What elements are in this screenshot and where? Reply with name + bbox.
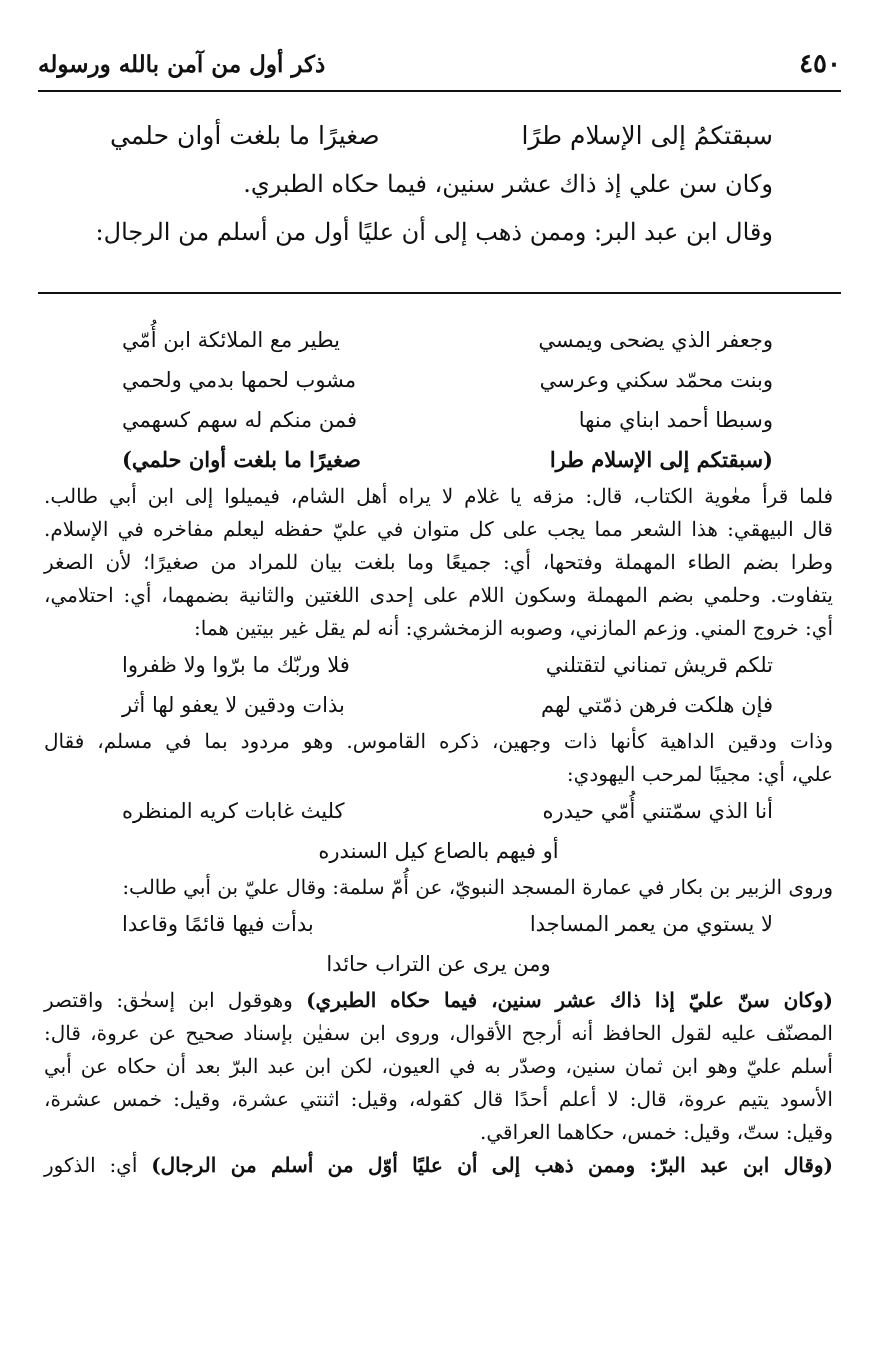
poem-verse	[36, 904, 841, 944]
prose-line: وطرا بضم الطاء المهملة وفتحها، أي: جميعًا وما بلغت بيان للمراد من صغيرًا؛ لأن الصغر	[44, 550, 833, 574]
prose-line: وقيل: ستّ، وقيل: خمس، حكاهما العراقي.	[480, 1120, 833, 1144]
prose-line: الأسود يتيم عروة، قال: لا أعلم أحدًا قال كقوله، وقيل: اثنتي عشرة، وقيل: خمس عشرة،	[44, 1087, 833, 1111]
poem-verse-quoted	[36, 440, 841, 480]
prose-line: فلما قرأ معٰوية الكتاب، قال: مزقه يا غلام لا يراه أهل الشام، فيميلوا إلى ابن أبي طالب.	[44, 484, 833, 508]
hemistich-1: (سبقتكم إلى الإسلام طرا	[549, 447, 773, 472]
running-title: ذكر أول من آمن بالله ورسوله	[38, 50, 326, 78]
prose-line: أي: خروج المني. وزعم المازني، وصوبه الزمخشري: أنه لم يقل غير بيتين هما:	[194, 616, 833, 640]
hemistich-2: مشوب لحمها بدمي ولحمي	[122, 368, 357, 392]
hemistich-1: لا يستوي من يعمر المساجدا	[529, 912, 773, 936]
separator-rule	[38, 292, 841, 294]
poem-verse	[36, 360, 841, 400]
hemistich-2: كليث غابات كريه المنظره	[122, 799, 345, 823]
comment-text: أي: الذكور	[44, 1153, 152, 1177]
poem-verse-single: أو فيهم بالصاع كيل السندره	[318, 839, 559, 863]
hemistich-2: بدأت فيها قائمًا وقاعدا	[122, 912, 314, 936]
quoted-text: (وكان سنّ عليّ إذا ذاك عشر سنين، فيما حكاه الطبري)	[306, 988, 834, 1012]
hemistich-1: تلكم قريش تمناني لتقتلني	[545, 653, 773, 677]
poem-verse	[36, 645, 841, 685]
hemistich-2: بذات ودقين لا يعفو لها أثر	[122, 693, 345, 717]
page-header	[38, 44, 841, 92]
hemistich-2: فمن منكم له سهم كسهمي	[122, 408, 357, 432]
page-number: ٤٥٠	[799, 49, 841, 79]
hemistich-2: صغيرًا ما بلغت أوان حلمي)	[122, 447, 361, 472]
poem-verse	[36, 400, 841, 440]
verse-hemistich-1: سبقتكمُ إلى الإسلام طرًا	[521, 121, 773, 150]
prose-line	[36, 984, 841, 1017]
hemistich-1: فإن هلكت فرهن ذمّتي لهم	[541, 693, 773, 717]
prose-line: علي، أي: مجيبًا لمرحب اليهودي:	[566, 762, 833, 786]
poem-verse-single: ومن يرى عن التراب حائدا	[326, 952, 551, 976]
hemistich-2: فلا وربّك ما برّوا ولا ظفروا	[122, 653, 350, 677]
prose-line: وروى الزبير بن بكار في عمارة المسجد النبويّ، عن أُمّ سلمة: وقال عليّ بن أبي طالب:	[122, 875, 833, 899]
verse-hemistich-2: صغيرًا ما بلغت أوان حلمي	[110, 121, 380, 150]
main-line: وقال ابن عبد البر: وممن ذهب إلى أن عليًا أول من أسلم من الرجال:	[95, 218, 773, 246]
prose-line: وذات ودقين الداهية كأنها ذات وجهين، ذكره القاموس. وهو مردود بما في مسلم، فقال	[44, 729, 833, 753]
comment-text: وهوقول ابن إسحٰق: واقتصر	[44, 988, 307, 1012]
commentary	[36, 320, 841, 1182]
prose-line: أسلم عليّ وهو ابن ثمان سنين، وصدّر به في العيون، لكن ابن عبد البرّ بعد أن حكاه عن أبي	[44, 1054, 833, 1078]
poem-verse	[36, 791, 841, 831]
quoted-text: (وقال ابن عبد البرّ: وممن ذهب إلى أن عليًا أوّل من أسلم من الرجال)	[151, 1153, 833, 1177]
poem-verse	[36, 685, 841, 725]
hemistich-1: أنا الذي سمّتني أُمّي حيدره	[542, 799, 773, 823]
prose-line: المصنّف عليه لقول الحافظ أنه أرجح الأقوال، وروى ابن سفيٰن بإسناد صحيح عن عروة، قال:	[44, 1021, 833, 1045]
prose-line: قال البيهقي: هذا الشعر مما يجب على كل متوان في عليّ حفظه ليعلم مفاخره في الإسلام.	[44, 517, 833, 541]
main-verse	[40, 112, 841, 160]
main-line: وكان سن علي إذ ذاك عشر سنين، فيما حكاه الطبري.	[243, 170, 773, 198]
poem-verse	[36, 320, 841, 360]
prose-line	[36, 1149, 841, 1182]
hemistich-2: يطير مع الملائكة ابن أُمّي	[122, 328, 340, 352]
hemistich-1: وجعفر الذي يضحى ويمسي	[538, 328, 773, 352]
prose-line: يتفاوت. وحلمي بضم المهملة وسكون اللام على إحدى اللغتين والثانية بضمهما، أي: احتلامي،	[44, 583, 833, 607]
hemistich-1: وسبطا أحمد ابناي منها	[578, 408, 773, 432]
main-text	[40, 112, 841, 256]
hemistich-1: وبنت محمّد سكني وعرسي	[539, 368, 773, 392]
